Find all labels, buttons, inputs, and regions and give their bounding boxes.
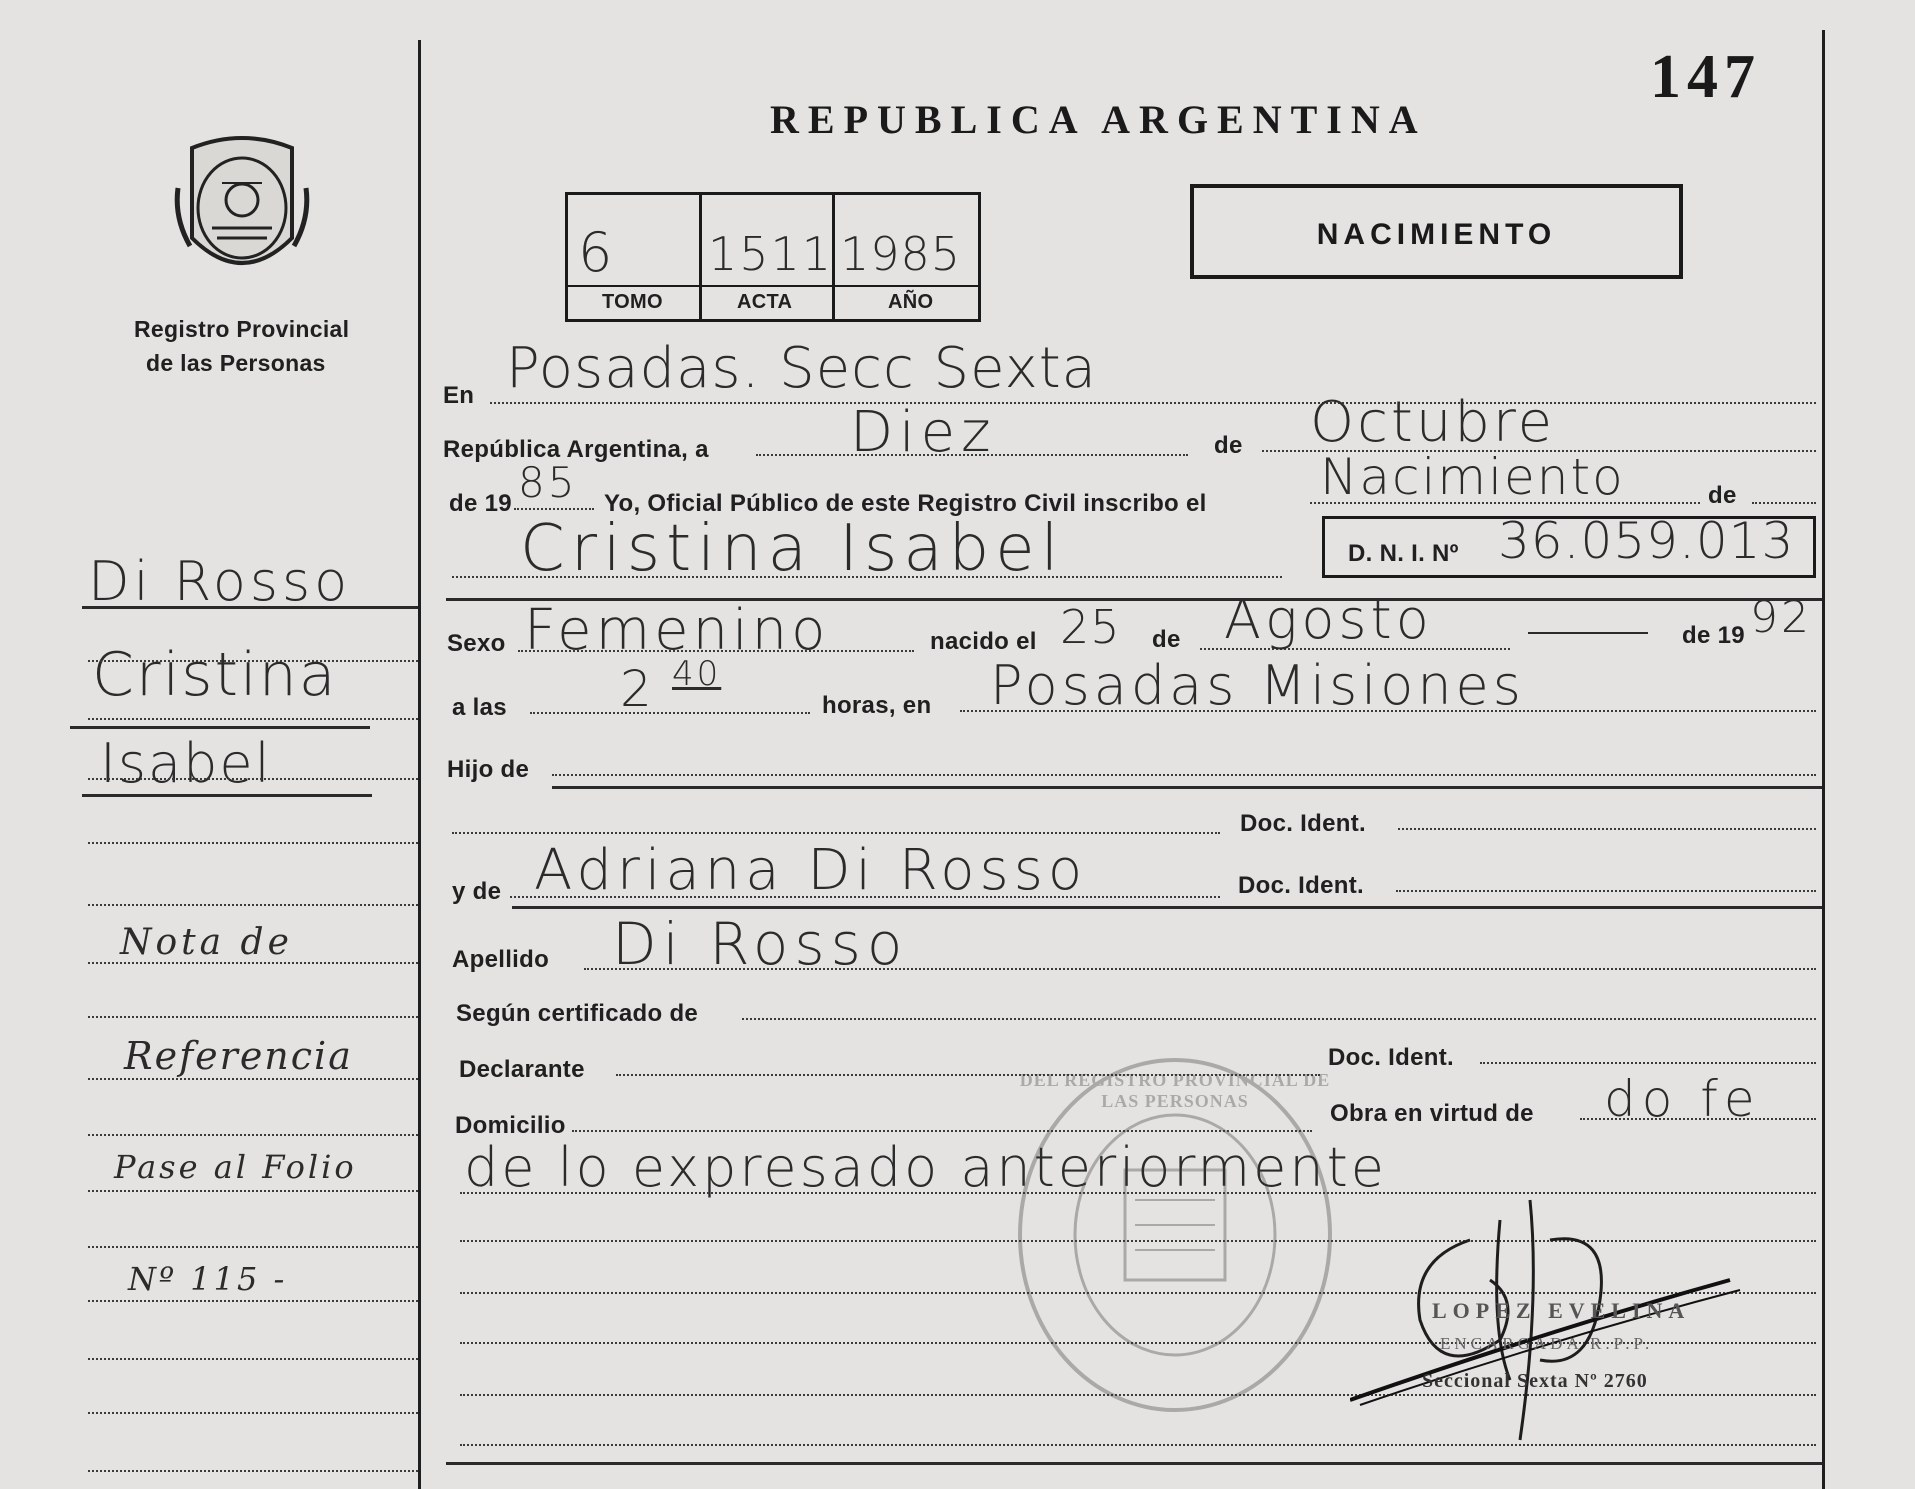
- expresado-value: de lo expresado anteriormente: [464, 1136, 1387, 1199]
- hijo-label: Hijo de: [447, 756, 530, 783]
- yo-label: Yo, Oficial Público de este Registro Civil inscribo el: [604, 490, 1207, 517]
- year-value: 85: [518, 458, 578, 507]
- domicilio-label: Domicilio: [455, 1112, 566, 1139]
- margin-surname: Di Rosso: [88, 550, 352, 613]
- de-label3: de: [1152, 626, 1181, 653]
- inscribo-value: Nacimiento: [1320, 448, 1625, 506]
- ano-label: AÑO: [888, 291, 934, 313]
- page-number: 147: [1650, 43, 1761, 111]
- right-border-line: [1822, 30, 1825, 1489]
- horas-label: horas, en: [822, 692, 932, 719]
- dni-value: 36.059.013: [1498, 512, 1795, 570]
- signer-title: ENCARGADA R.P.P.: [1440, 1334, 1654, 1353]
- acta-value: 1511: [708, 227, 834, 281]
- margin-name2: Isabel: [100, 732, 272, 795]
- en-label: En: [443, 382, 475, 409]
- margin-note-line2: Referencia: [124, 1034, 353, 1078]
- document-type-box: [1190, 184, 1683, 279]
- segun-label: Según certificado de: [456, 1000, 699, 1027]
- alas-label: a las: [452, 694, 507, 721]
- stamp-text: DEL REGISTRO PROVINCIAL DE LAS PERSONAS: [1019, 1070, 1331, 1111]
- place-value: Posadas Misiones: [990, 654, 1525, 717]
- doc-ident-label-3: Doc. Ident.: [1328, 1044, 1454, 1071]
- hora-value: 2: [620, 660, 655, 718]
- min-value: 40: [672, 654, 722, 694]
- acta-label: ACTA: [737, 291, 793, 313]
- signer-name: LOPEZ EVELINA: [1432, 1298, 1691, 1323]
- doc-ident-label-1: Doc. Ident.: [1240, 810, 1366, 837]
- left-divider-line: [418, 40, 421, 1489]
- margin-name1: Cristina: [92, 640, 338, 710]
- republica-label: República Argentina, a: [443, 436, 709, 463]
- dni-label: D. N. I. Nº: [1348, 540, 1459, 567]
- de19-label2: de 19: [1682, 622, 1745, 649]
- de-label: de: [1214, 432, 1243, 459]
- birth-year: 92: [1750, 592, 1812, 643]
- tomo-value: 6: [578, 221, 616, 284]
- signer-office: Seccional Sexta Nº 2760: [1422, 1370, 1648, 1392]
- nacido-label: nacido el: [930, 628, 1037, 655]
- sexo-label: Sexo: [447, 630, 506, 657]
- obra-label: Obra en virtud de: [1330, 1100, 1534, 1127]
- sexo-value: Femenino: [524, 598, 830, 663]
- yde-label: y de: [452, 878, 502, 905]
- mother-value: Adriana Di Rosso: [534, 838, 1088, 903]
- ano-value: 1985: [840, 227, 962, 281]
- obra-value: do fe: [1604, 1070, 1761, 1128]
- de-label2: de: [1708, 482, 1737, 509]
- de19-label: de 19: [449, 490, 512, 517]
- record-box: [565, 192, 981, 322]
- day-value: Diez: [850, 400, 997, 465]
- registry-stamp-icon: [1010, 1050, 1340, 1420]
- apellido-value: Di Rosso: [612, 910, 909, 978]
- provincial-seal-icon: [172, 128, 312, 288]
- apellido-label: Apellido: [452, 946, 550, 973]
- month-value: Octubre: [1310, 390, 1556, 455]
- margin-note-line3: Pase al Folio: [114, 1148, 357, 1186]
- registry-name-line1: Registro Provincial: [134, 316, 350, 342]
- en-value: Posadas. Secc Sexta: [506, 336, 1097, 401]
- birth-month: Agosto: [1224, 588, 1433, 651]
- tomo-label: TOMO: [602, 291, 663, 313]
- birth-day: 25: [1060, 600, 1121, 654]
- registry-name-line2: de las Personas: [146, 350, 326, 376]
- country-title: REPUBLICA ARGENTINA: [770, 97, 1427, 142]
- document-type-label: NACIMIENTO: [1316, 218, 1557, 251]
- margin-note-line4: Nº 115 -: [128, 1260, 288, 1298]
- name-value: Cristina Isabel: [520, 512, 1065, 586]
- margin-note-line1: Nota de: [120, 922, 293, 963]
- declarante-label: Declarante: [459, 1056, 585, 1083]
- doc-ident-label-2: Doc. Ident.: [1238, 872, 1364, 899]
